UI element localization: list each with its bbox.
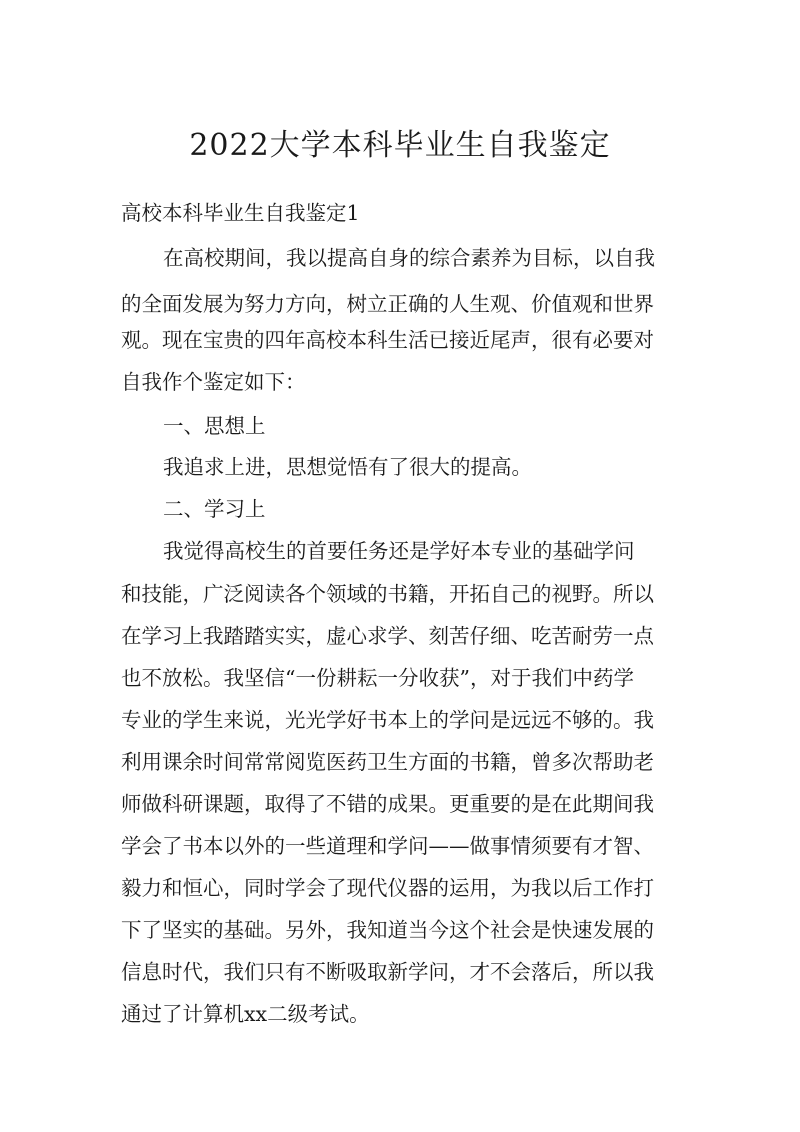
paragraph-line: 我追求上进，思想觉悟有了很大的提高。: [163, 455, 532, 479]
paragraph-line: 自我作个鉴定如下：: [121, 370, 306, 394]
paragraph-line: 专业的学生来说，光光学好书本上的学问是远远不够的。我: [121, 708, 654, 732]
document-title: 2022大学本科毕业生自我鉴定: [189, 128, 611, 163]
paragraph-line: 下了坚实的基础。另外，我知道当今这个社会是快速发展的: [121, 918, 654, 942]
paragraph-line: 的全面发展为努力方向，树立正确的人生观、价值观和世界: [121, 292, 654, 316]
section-heading: 二、学习上: [163, 497, 266, 521]
paragraph-line: 我觉得高校生的首要任务还是学好本专业的基础学问: [163, 539, 635, 563]
paragraph-line: 师做科研课题，取得了不错的成果。更重要的是在此期间我: [121, 792, 654, 816]
paragraph-line: 学会了书本以外的一些道理和学问——做事情须要有才智、: [121, 834, 654, 858]
paragraph-line: 信息时代，我们只有不断吸取新学问，才不会落后，所以我: [121, 960, 654, 984]
section-heading: 一、思想上: [163, 414, 266, 438]
paragraph-line: 和技能，广泛阅读各个领域的书籍，开拓自己的视野。所以: [121, 582, 654, 606]
paragraph-line: 在学习上我踏踏实实，虚心求学、刻苦仔细、吃苦耐劳一点: [121, 624, 654, 648]
document-subtitle: 高校本科毕业生自我鉴定1: [121, 201, 360, 225]
paragraph-line: 利用课余时间常常阅览医药卫生方面的书籍，曾多次帮助老: [121, 750, 654, 774]
paragraph-line: 也不放松。我坚信“一份耕耘一分收获”，对于我们中药学: [121, 666, 634, 690]
paragraph-line: 在高校期间，我以提高自身的综合素养为目标，以自我: [163, 246, 655, 270]
paragraph-line: 观。现在宝贵的四年高校本科生活已接近尾声，很有必要对: [121, 328, 654, 352]
paragraph-line: 通过了计算机xx二级考试。: [121, 1002, 370, 1026]
paragraph-line: 毅力和恒心，同时学会了现代仪器的运用，为我以后工作打: [121, 876, 654, 900]
